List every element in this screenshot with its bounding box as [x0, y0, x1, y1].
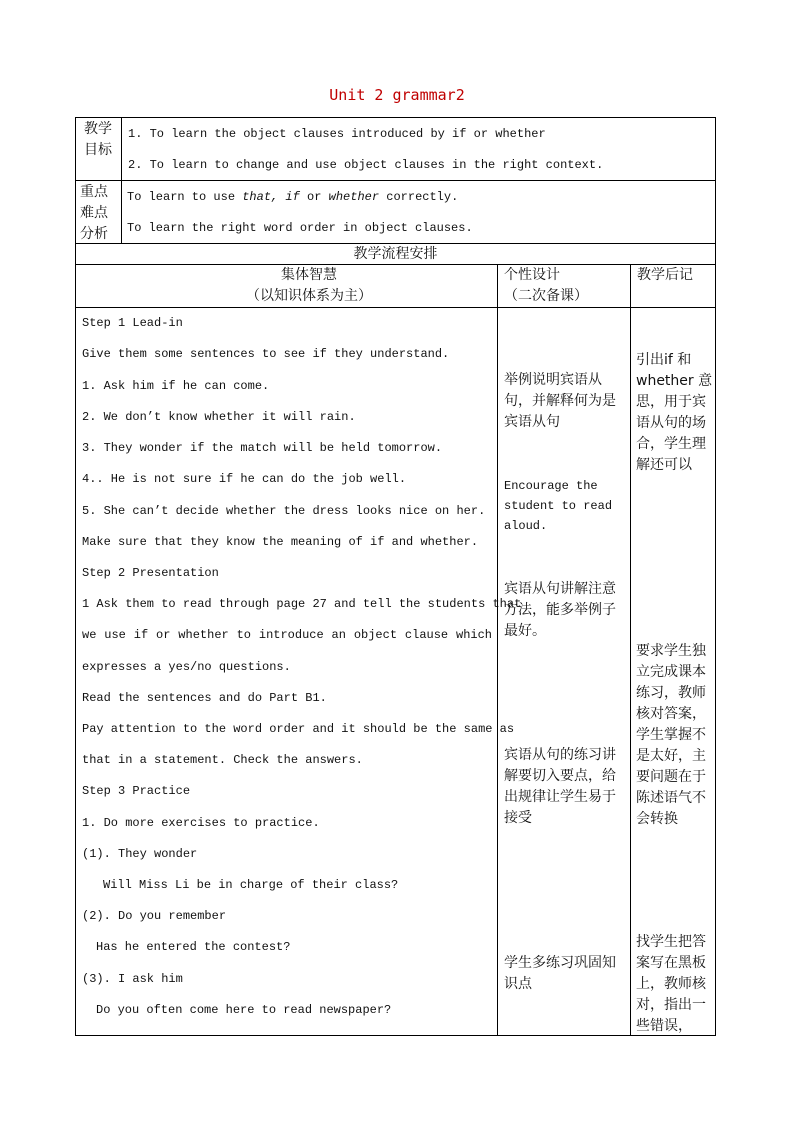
content-line: Has he entered the contest?	[96, 940, 291, 954]
objective-item: 1. To learn the object clauses introduced by if or whether	[128, 127, 546, 141]
objective-item: 2. To learn to change and use object clauses in the right context.	[128, 158, 604, 172]
content-line: Do you often come here to read newspaper?	[96, 1003, 392, 1017]
design-note-line: Encourage the	[504, 479, 598, 493]
design-note-line: student to read	[504, 499, 613, 513]
content-line: Will Miss Li be in charge of their class?	[103, 878, 399, 892]
key-point-text: correctly.	[379, 190, 459, 204]
content-line: Give them some sentences to see if they understand.	[82, 347, 450, 361]
column-header-design-sub: （二次备课）	[504, 288, 588, 304]
page-title: Unit 2 grammar2	[329, 86, 465, 104]
column-header-collective: 集体智慧	[281, 267, 337, 283]
content-line: Read the sentences and do Part B1.	[82, 691, 327, 705]
key-point-keyword: whether	[328, 190, 380, 204]
column-divider	[497, 264, 498, 1036]
reflection-note: 找学生把答案写在黑板上，教师核对，指出一些错误，	[636, 934, 706, 1034]
row-divider	[75, 180, 716, 181]
content-line: that in a statement. Check the answers.	[82, 753, 363, 767]
column-header-design: 个性设计	[504, 267, 560, 283]
content-line: 1. Do more exercises to practice.	[82, 816, 320, 830]
design-note: 学生多练习巩固知识点	[504, 955, 616, 992]
reflection-note: 要求学生独立完成课本练习，教师核对答案，学生掌握不是太好，主要问题在于陈述语气不会转换	[636, 643, 706, 827]
content-line: Make sure that they know the meaning of if and whether.	[82, 535, 479, 549]
content-line: Pay attention to the word order and it should be the same as	[82, 722, 515, 736]
key-point-keyword: that, if	[242, 190, 300, 204]
design-note-line: aloud.	[504, 519, 548, 533]
content-line: (1). They wonder	[82, 847, 198, 861]
content-line: Step 3 Practice	[82, 784, 191, 798]
row-divider	[75, 307, 716, 308]
content-line: 3. They wonder if the match will be held tomorrow.	[82, 441, 443, 455]
flow-header: 教学流程安排	[353, 246, 438, 262]
key-points-label: 重点难点分析	[80, 184, 108, 242]
content-line: Step 2 Presentation	[82, 566, 219, 580]
design-note: 举例说明宾语从句，并解释何为是宾语从句	[504, 372, 616, 430]
content-line: (2). Do you remember	[82, 909, 227, 923]
content-line: 2. We don’t know whether it will rain.	[82, 410, 356, 424]
content-line: expresses a yes/no questions.	[82, 660, 291, 674]
key-point-line	[127, 190, 458, 204]
design-note: 宾语从句讲解注意方法，能多举例子最好。	[504, 581, 616, 639]
content-line: (3). I ask him	[82, 972, 183, 986]
objectives-label: 教学目标	[84, 121, 112, 158]
content-line: 4.. He is not sure if he can do the job well.	[82, 472, 407, 486]
column-divider	[121, 117, 122, 243]
key-point-text: or	[299, 190, 329, 204]
column-header-reflection: 教学后记	[637, 267, 693, 283]
content-line: 5. She can’t decide whether the dress looks nice on her.	[82, 504, 486, 518]
content-line: Step 1 Lead-in	[82, 316, 183, 330]
content-line: 1 Ask them to read through page 27 and tell the students that	[82, 597, 522, 611]
key-point-line: To learn the right word order in object clauses.	[127, 221, 473, 235]
content-line: 1. Ask him if he can come.	[82, 379, 270, 393]
key-point-text: To learn to use	[127, 190, 243, 204]
design-note: 宾语从句的练习讲解要切入要点，给出规律让学生易于接受	[504, 747, 616, 826]
content-line: we use if or whether to introduce an object clause which	[82, 628, 492, 642]
column-header-collective-sub: （以知识体系为主）	[246, 288, 372, 304]
reflection-note: 引出if 和whether 意思，用于宾语从句的场合，学生理解还可以	[636, 352, 713, 473]
column-divider	[630, 264, 631, 1036]
